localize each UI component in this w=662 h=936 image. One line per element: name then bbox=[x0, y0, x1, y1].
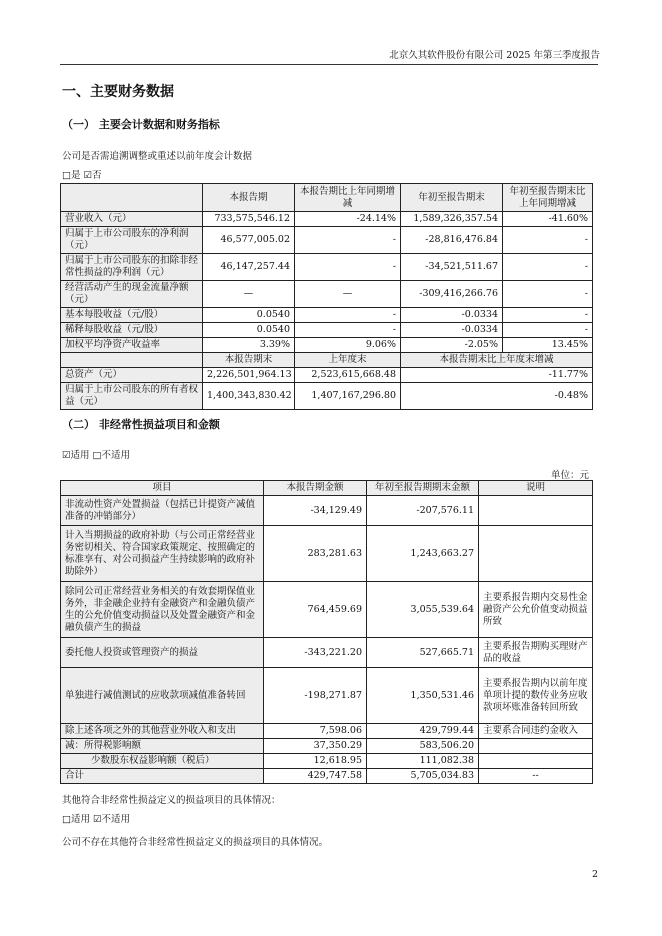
page-header: 北京久其软件股份有限公司 2025 年第三季度报告 bbox=[389, 50, 600, 61]
header-divider bbox=[60, 64, 598, 65]
cell: -11.77% bbox=[401, 368, 593, 383]
cell: -24.14% bbox=[295, 212, 401, 227]
header-cell: 本报告期金额 bbox=[264, 481, 367, 496]
cell: -34,129.49 bbox=[264, 496, 367, 526]
cell: 13.45% bbox=[503, 338, 593, 353]
row-label: 经营活动产生的现金流量净额（元） bbox=[61, 281, 203, 308]
cell: -0.0334 bbox=[401, 308, 503, 323]
row-label: 除上述各项之外的其他营业外收入和支出 bbox=[61, 724, 264, 739]
non-recurring-items-table bbox=[60, 480, 593, 784]
row-label: 合计 bbox=[61, 769, 264, 784]
cell: -0.48% bbox=[401, 383, 593, 410]
row-label: 少数股东权益影响额（税后） bbox=[61, 754, 264, 769]
other-items-question: 其他符合非经常性损益定义的损益项目的具体情况： bbox=[62, 795, 281, 806]
cell: 2,523,615,668.48 bbox=[295, 368, 401, 383]
cell: 主要系报告期内以前年度单项计提的数传业务应收款项坏账准备转回所致 bbox=[479, 668, 593, 724]
apply-option: ☑适用 □不适用 bbox=[62, 450, 131, 461]
financial-data-table bbox=[60, 183, 593, 410]
cell: - bbox=[503, 254, 593, 281]
other-items-option: □适用 ☑不适用 bbox=[62, 814, 131, 825]
cell: 733,575,546.12 bbox=[203, 212, 295, 227]
cell: -- bbox=[479, 769, 593, 784]
cell: 46,147,257.44 bbox=[203, 254, 295, 281]
cell: 2,226,501,964.13 bbox=[203, 368, 295, 383]
cell: 111,082.38 bbox=[367, 754, 479, 769]
row-label: 除同公司正常经营业务相关的有效套期保值业务外，非金融企业持有金融资产和金融负债产生的公允价值变动损益以及处置金融资产和金融负债产生的损益 bbox=[61, 582, 264, 638]
cell: 1,589,326,357.54 bbox=[401, 212, 503, 227]
table-row bbox=[61, 383, 593, 410]
table-row bbox=[61, 582, 593, 638]
cell: 583,506.20 bbox=[367, 739, 479, 754]
table-row bbox=[61, 724, 593, 739]
row-label: 非流动性资产处置损益（包括已计提资产减值准备的冲销部分） bbox=[61, 496, 264, 526]
table-row bbox=[61, 638, 593, 668]
cell: 9.06% bbox=[295, 338, 401, 353]
cell: 主要系合同违约金收入 bbox=[479, 724, 593, 739]
header-cell: 本报告期末 bbox=[203, 353, 295, 368]
cell: -309,416,266.76 bbox=[401, 281, 503, 308]
cell: 527,665.71 bbox=[367, 638, 479, 668]
table-row bbox=[61, 281, 593, 308]
header-cell: 本报告期末比上年度末增减 bbox=[401, 353, 593, 368]
cell: - bbox=[503, 323, 593, 338]
header-cell: 说明 bbox=[479, 481, 593, 496]
cell bbox=[479, 754, 593, 769]
cell: 7,598.06 bbox=[264, 724, 367, 739]
header-cell bbox=[61, 353, 203, 368]
page-number: 2 bbox=[591, 869, 598, 880]
cell: - bbox=[295, 254, 401, 281]
cell: - bbox=[295, 323, 401, 338]
table-row bbox=[61, 338, 593, 353]
other-items-note: 公司不存在其他符合非经常性损益定义的损益项目的具体情况。 bbox=[62, 837, 329, 848]
restate-question: 公司是否需追溯调整或重述以前年度会计数据 bbox=[62, 151, 253, 162]
row-label: 归属于上市公司股东的扣除非经常性损益的净利润（元） bbox=[61, 254, 203, 281]
cell: -28,816,476.84 bbox=[401, 227, 503, 254]
row-label: 总资产（元） bbox=[61, 368, 203, 383]
cell: 主要系报告期内交易性金融资产公允价值变动损益所致 bbox=[479, 582, 593, 638]
cell: 283,281.63 bbox=[264, 526, 367, 582]
row-label: 减：所得税影响额 bbox=[61, 739, 264, 754]
cell: - bbox=[503, 308, 593, 323]
table-header-row bbox=[61, 184, 593, 212]
cell: - bbox=[503, 281, 593, 308]
cell: 5,705,034.83 bbox=[367, 769, 479, 784]
header-cell: 年初至报告期期末金额 bbox=[367, 481, 479, 496]
header-cell: 年初至报告期末 bbox=[401, 184, 503, 212]
table-row bbox=[61, 668, 593, 724]
cell bbox=[479, 496, 593, 526]
cell: 3,055,539.64 bbox=[367, 582, 479, 638]
cell: — bbox=[295, 281, 401, 308]
row-label: 加权平均净资产收益率 bbox=[61, 338, 203, 353]
table-row bbox=[61, 308, 593, 323]
subsection-title-1: （一） 主要会计数据和财务指标 bbox=[62, 118, 220, 131]
cell: 0.0540 bbox=[203, 323, 295, 338]
cell: 主要系报告期购买理财产品的收益 bbox=[479, 638, 593, 668]
row-label: 归属于上市公司股东的所有者权益（元） bbox=[61, 383, 203, 410]
subsection-title-2: （二） 非经常性损益项目和金额 bbox=[62, 418, 220, 431]
cell: -2.05% bbox=[401, 338, 503, 353]
cell: 429,747.58 bbox=[264, 769, 367, 784]
row-label: 委托他人投资或管理资产的损益 bbox=[61, 638, 264, 668]
table-row bbox=[61, 526, 593, 582]
cell: - bbox=[295, 227, 401, 254]
header-cell: 本报告期比上年同期增减 bbox=[295, 184, 401, 212]
cell: 46,577,005.02 bbox=[203, 227, 295, 254]
table-header-row bbox=[61, 481, 593, 496]
cell: 764,459.69 bbox=[264, 582, 367, 638]
table-row bbox=[61, 212, 593, 227]
table-row bbox=[61, 769, 593, 784]
row-label: 计入当期损益的政府补助（与公司正常经营业务密切相关、符合国家政策规定、按照确定的标准享有、对公司损益产生持续影响的政府补助除外） bbox=[61, 526, 264, 582]
row-label: 单独进行减值测试的应收款项减值准备转回 bbox=[61, 668, 264, 724]
header-cell: 项目 bbox=[61, 481, 264, 496]
cell: 0.0540 bbox=[203, 308, 295, 323]
table-row bbox=[61, 368, 593, 383]
cell: - bbox=[503, 227, 593, 254]
table-row bbox=[61, 254, 593, 281]
row-label: 基本每股收益（元/股） bbox=[61, 308, 203, 323]
header-cell: 年初至报告期末比上年同期增减 bbox=[503, 184, 593, 212]
table-row bbox=[61, 323, 593, 338]
section-title: 一、主要财务数据 bbox=[62, 84, 174, 100]
table-header-row bbox=[61, 353, 593, 368]
unit-label: 单位：元 bbox=[550, 470, 589, 481]
cell: 3.39% bbox=[203, 338, 295, 353]
cell: 37,350.29 bbox=[264, 739, 367, 754]
header-cell: 本报告期 bbox=[203, 184, 295, 212]
cell: -207,576.11 bbox=[367, 496, 479, 526]
table-row bbox=[61, 227, 593, 254]
header-cell: 上年度末 bbox=[295, 353, 401, 368]
cell: - bbox=[295, 308, 401, 323]
cell: 1,350,531.46 bbox=[367, 668, 479, 724]
cell: 12,618.95 bbox=[264, 754, 367, 769]
cell bbox=[479, 526, 593, 582]
cell: 429,799.44 bbox=[367, 724, 479, 739]
row-label: 稀释每股收益（元/股） bbox=[61, 323, 203, 338]
cell: -343,221.20 bbox=[264, 638, 367, 668]
cell: 1,243,663.27 bbox=[367, 526, 479, 582]
row-label: 归属于上市公司股东的净利润（元） bbox=[61, 227, 203, 254]
cell: -41.60% bbox=[503, 212, 593, 227]
cell bbox=[479, 739, 593, 754]
restate-option: □是 ☑否 bbox=[62, 170, 102, 181]
cell: -34,521,511.67 bbox=[401, 254, 503, 281]
table-row bbox=[61, 739, 593, 754]
header-cell bbox=[61, 184, 203, 212]
table-row bbox=[61, 754, 593, 769]
table-row bbox=[61, 496, 593, 526]
row-label: 营业收入（元） bbox=[61, 212, 203, 227]
cell: -0.0334 bbox=[401, 323, 503, 338]
cell: 1,407,167,296.80 bbox=[295, 383, 401, 410]
cell: — bbox=[203, 281, 295, 308]
cell: 1,400,343,830.42 bbox=[203, 383, 295, 410]
cell: -198,271.87 bbox=[264, 668, 367, 724]
